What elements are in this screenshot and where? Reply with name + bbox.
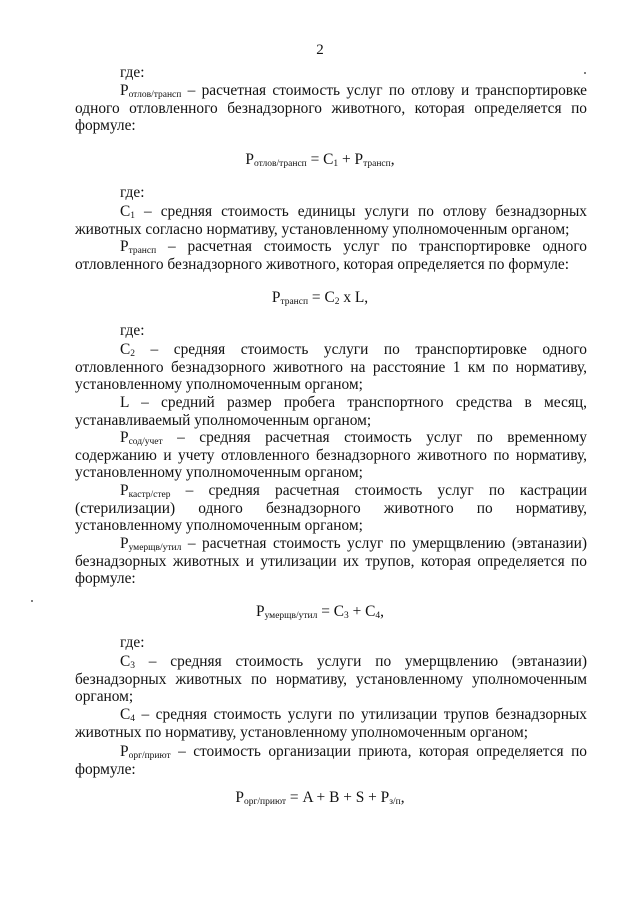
formula-subscript: 1 [333, 159, 339, 169]
symbol-subscript: 3 [130, 661, 136, 671]
paragraph-p-otlov-transp [75, 82, 587, 135]
symbol: P [120, 82, 129, 99]
symbol: L [120, 394, 129, 411]
formula-subscript: 2 [334, 297, 340, 307]
page-number: 2 [316, 42, 324, 58]
formula-term: P [256, 603, 265, 620]
paragraph-c2 [75, 341, 587, 394]
formula-subscript: орг/приют [243, 797, 287, 807]
formula-term: = A + B + S + P [286, 789, 390, 806]
paragraph-l [75, 394, 587, 429]
paragraph-text: – средняя стоимость услуги по умерщвлению (эвтаназии) безнадзорных животных по нормативу, установленному уполномоченным органом; [75, 653, 587, 706]
symbol-subscript: кастр/стер [128, 490, 171, 500]
paragraph-p-transp [75, 238, 587, 273]
symbol: P [120, 535, 129, 552]
symbol-subscript: 2 [130, 349, 136, 359]
formula-org-priyut [0, 789, 640, 807]
formula-subscript: з/п [389, 797, 401, 807]
symbol: P [120, 743, 129, 760]
formula-term: P [235, 789, 244, 806]
paragraph-text: – средний размер пробега транспортного средства в месяц, устанавливаемый уполномоченным органом; [75, 394, 587, 429]
symbol: P [120, 482, 129, 499]
formula-otlov-transp [0, 151, 640, 169]
symbol: C [120, 203, 131, 220]
paragraph-c3 [75, 653, 587, 706]
where-label: где: [120, 64, 145, 81]
symbol: P [120, 238, 129, 255]
formula-term: x L, [339, 289, 369, 306]
paragraph-p-sod-uchet [75, 429, 587, 482]
paragraph-p-umershv-util [75, 535, 587, 588]
symbol-subscript: орг/приют [128, 751, 171, 761]
formula-transp [0, 289, 640, 307]
formula-subscript: умерщв/утил [264, 611, 318, 621]
symbol-subscript: отлов/трансп [128, 90, 182, 100]
paragraph-c1 [75, 203, 587, 238]
symbol-subscript: умерщв/утил [128, 543, 182, 553]
where-label: где: [120, 322, 145, 339]
formula-subscript: 4 [375, 611, 381, 621]
symbol: C [120, 341, 131, 358]
formula-term: = C [317, 603, 344, 620]
symbol-subscript: 4 [130, 714, 136, 724]
formula-term: P [271, 289, 281, 306]
scan-speck [584, 72, 586, 74]
paragraph-text: – средняя расчетная стоимость услуг по кастрации (стерилизации) одного безнадзорного животного по нормативу, установленному уполномоченным органом; [75, 482, 587, 535]
paragraph-p-org-priyut [75, 743, 587, 778]
paragraph-text: – стоимость организации приюта, которая определяется по формуле: [75, 743, 587, 778]
paragraph-text: – средняя стоимость единицы услуги по отлову безнадзорных животных согласно нормативу, установленному уполномоченным органом; [75, 203, 587, 238]
formula-umershv-util [0, 603, 640, 621]
formula-term: + P [338, 151, 364, 168]
formula-term: , [400, 789, 405, 806]
symbol: C [120, 653, 131, 670]
symbol: P [120, 429, 129, 446]
paragraph-text: – расчетная стоимость услуг по отлову и транспортировке одного отловленного безнадзорного животного, которая определяется по формуле: [75, 82, 587, 135]
where-label: где: [120, 184, 145, 201]
formula-term: P [245, 151, 254, 168]
formula-subscript: 3 [343, 611, 349, 621]
paragraph-c4 [75, 706, 587, 741]
scan-speck [31, 600, 33, 602]
paragraph-p-kastr-ster [75, 482, 587, 535]
formula-term: , [380, 603, 384, 620]
formula-subscript: трансп [363, 159, 391, 169]
symbol: C [120, 706, 131, 723]
symbol-subscript: сод/учет [128, 437, 163, 447]
paragraph-text: – расчетная стоимость услуг по транспортировке одного отловленного безнадзорного животного, которая определяется по формуле: [75, 238, 587, 273]
paragraph-text: – средняя стоимость услуги по утилизации трупов безнадзорных животных по нормативу, установленному уполномоченным органом; [75, 706, 587, 741]
symbol-subscript: трансп [128, 246, 157, 256]
formula-term: = C [306, 151, 334, 168]
formula-term: = C [308, 289, 335, 306]
formula-term: , [390, 151, 395, 168]
symbol-subscript: 1 [130, 211, 136, 221]
where-label: где: [120, 634, 145, 651]
paragraph-text: – средняя стоимость услуги по транспортировке одного отловленного безнадзорного животного на расстояние 1 км по нормативу, установленному уполномоченным органом; [75, 341, 587, 394]
formula-subscript: отлов/трансп [253, 159, 307, 169]
paragraph-text: – расчетная стоимость услуг по умерщвлению (эвтаназии) безнадзорных животных и утилизации их трупов, которая определяется по формуле: [75, 535, 587, 588]
formula-subscript: трансп [280, 297, 309, 307]
formula-term: + C [348, 603, 376, 620]
paragraph-text: – средняя расчетная стоимость услуг по временному содержанию и учету отловленного безнадзорного животного по нормативу, установленному уполномоченным органом; [75, 429, 587, 482]
